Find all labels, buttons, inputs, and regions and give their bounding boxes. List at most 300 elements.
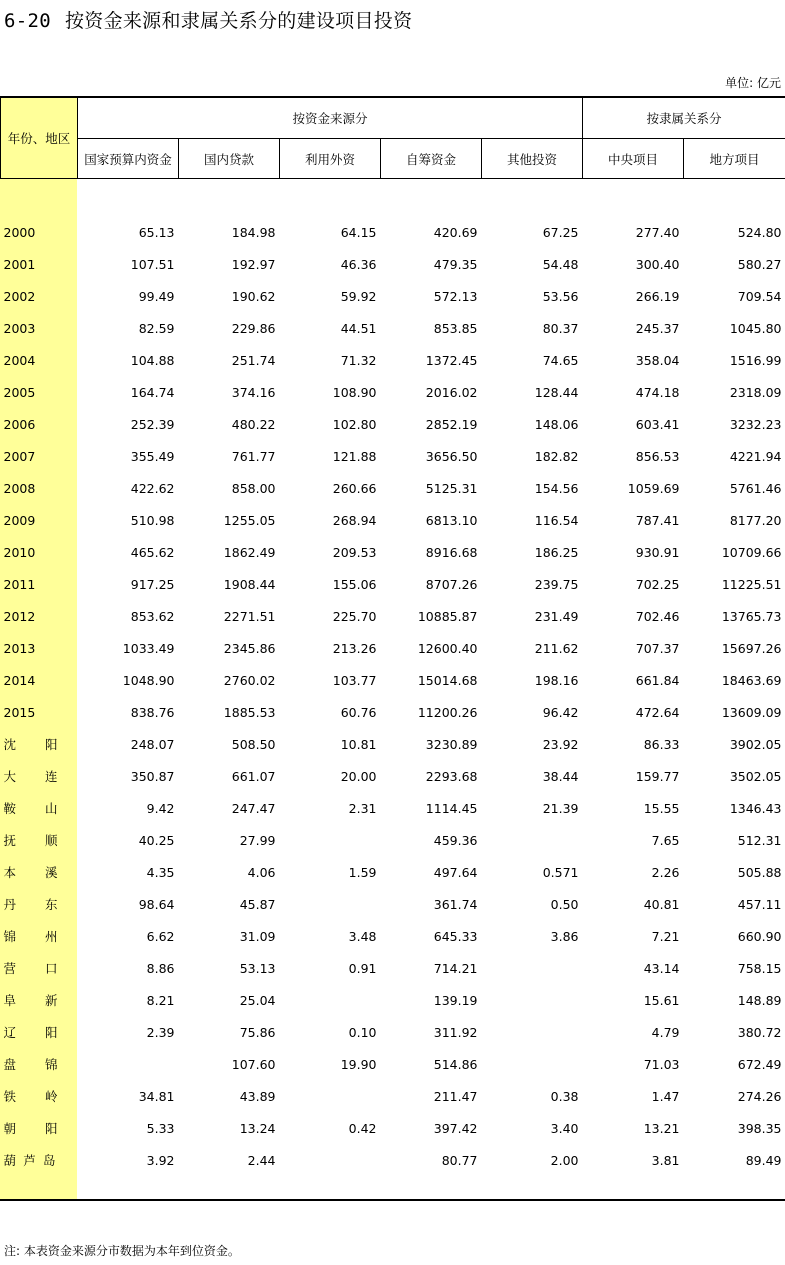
table-row — [1, 1048, 785, 1080]
row-label-char: 大 — [3, 769, 17, 784]
table-cell: 65.13 — [138, 224, 175, 240]
table-row — [1, 600, 785, 632]
table-cell: 155.06 — [332, 576, 377, 592]
table-cell — [280, 1080, 381, 1112]
row-label-char: 沈 — [3, 737, 17, 752]
table-cell: 128.44 — [534, 384, 579, 400]
table-cell: 211.47 — [433, 1088, 478, 1104]
table-cell: 1255.05 — [223, 512, 276, 528]
table-cell: 6813.10 — [425, 512, 478, 528]
table-cell: 12600.40 — [417, 640, 478, 656]
table-cell: 19.90 — [340, 1056, 377, 1072]
row-label-char: 东 — [44, 897, 58, 912]
table-cell: 472.64 — [635, 704, 680, 720]
table-cell: 15.55 — [643, 800, 680, 816]
table-cell: 510.98 — [130, 512, 175, 528]
table-cell: 1048.90 — [122, 672, 175, 688]
table-row — [1, 248, 785, 280]
table-cell: 10885.87 — [417, 608, 478, 624]
table-cell — [280, 824, 381, 856]
table-cell: 107.51 — [130, 256, 175, 272]
table-cell: 252.39 — [130, 416, 175, 432]
table-cell: 213.26 — [332, 640, 377, 656]
group-header-affiliation: 按隶属关系分 — [583, 97, 785, 139]
table-cell: 1372.45 — [425, 352, 478, 368]
table-cell: 53.56 — [542, 288, 579, 304]
table-cell — [482, 824, 583, 856]
col-header: 利用外资 — [280, 139, 381, 179]
table-row — [1, 1016, 785, 1048]
row-label-char: 锦 — [3, 929, 17, 944]
table-cell: 2.26 — [651, 864, 680, 880]
row-label: 2000 — [3, 224, 36, 240]
row-label-char: 新 — [44, 993, 58, 1008]
table-cell: 661.84 — [635, 672, 680, 688]
table-cell: 660.90 — [737, 928, 782, 944]
row-label — [1, 1048, 78, 1080]
table-cell: 479.35 — [433, 256, 478, 272]
table-cell: 512.31 — [737, 832, 782, 848]
table-cell: 60.76 — [340, 704, 377, 720]
table-cell: 1.59 — [348, 864, 377, 880]
row-label: 2014 — [3, 672, 36, 688]
table-row — [1, 216, 785, 248]
table-cell — [280, 888, 381, 920]
table-cell: 0.42 — [348, 1120, 377, 1136]
table-title: 按资金来源和隶属关系分的建设项目投资 — [64, 10, 413, 32]
table-cell: 25.04 — [239, 992, 276, 1008]
table-number: 6-20 — [4, 10, 51, 32]
table-cell: 2016.02 — [425, 384, 478, 400]
table-cell: 480.22 — [231, 416, 276, 432]
table-cell: 3.92 — [146, 1152, 175, 1168]
row-label-char: 本 — [3, 865, 17, 880]
table-cell: 702.46 — [635, 608, 680, 624]
table-cell: 311.92 — [433, 1024, 478, 1040]
row-label — [1, 792, 78, 824]
table-row — [1, 408, 785, 440]
table-cell: 10709.66 — [721, 544, 782, 560]
table-cell: 761.77 — [231, 448, 276, 464]
table-cell: 108.90 — [332, 384, 377, 400]
table-cell: 10.81 — [340, 736, 377, 752]
table-row — [1, 280, 785, 312]
table-cell: 13.21 — [643, 1120, 680, 1136]
row-label: 2011 — [3, 576, 36, 592]
table-row — [1, 472, 785, 504]
table-row — [1, 504, 785, 536]
row-label — [1, 1112, 78, 1144]
unit-label: 单位: 亿元 — [725, 76, 781, 90]
table-cell: 23.92 — [542, 736, 579, 752]
row-label: 2007 — [3, 448, 36, 464]
table-cell: 11200.26 — [417, 704, 478, 720]
table-cell: 186.25 — [534, 544, 579, 560]
row-label — [1, 1016, 78, 1048]
table-cell: 853.62 — [130, 608, 175, 624]
table-cell: 209.53 — [332, 544, 377, 560]
table-cell: 139.19 — [433, 992, 478, 1008]
table-cell: 54.48 — [542, 256, 579, 272]
table-cell: 397.42 — [433, 1120, 478, 1136]
table-cell — [280, 1144, 381, 1176]
row-label — [1, 920, 78, 952]
table-cell: 355.49 — [130, 448, 175, 464]
investment-table — [0, 96, 785, 1176]
table-cell — [280, 984, 381, 1016]
table-cell: 274.26 — [737, 1088, 782, 1104]
table-cell: 2345.86 — [223, 640, 276, 656]
table-row — [1, 1080, 785, 1112]
footnote: 注: 本表资金来源分市数据为本年到位资金。 — [4, 1244, 240, 1258]
table-cell: 3.48 — [348, 928, 377, 944]
table-cell: 67.25 — [542, 224, 579, 240]
row-label-char: 岭 — [44, 1089, 58, 1104]
table-cell: 164.74 — [130, 384, 175, 400]
table-row — [1, 792, 785, 824]
table-cell: 102.80 — [332, 416, 377, 432]
row-label: 2008 — [3, 480, 36, 496]
table-cell: 380.72 — [737, 1024, 782, 1040]
table-cell — [482, 984, 583, 1016]
table-cell: 107.60 — [231, 1056, 276, 1072]
table-cell: 40.81 — [643, 896, 680, 912]
table-cell: 89.49 — [745, 1152, 782, 1168]
table-cell: 80.37 — [542, 320, 579, 336]
table-cell: 4.79 — [651, 1024, 680, 1040]
table-cell: 2293.68 — [425, 768, 478, 784]
table-row — [1, 1144, 785, 1176]
table-cell: 277.40 — [635, 224, 680, 240]
table-cell: 59.92 — [340, 288, 377, 304]
col-header: 地方项目 — [684, 139, 785, 179]
table-cell: 266.19 — [635, 288, 680, 304]
table-cell: 245.37 — [635, 320, 680, 336]
table-row — [1, 632, 785, 664]
row-label-char: 锦 — [44, 1057, 58, 1072]
table-row — [1, 440, 785, 472]
row-label — [1, 952, 78, 984]
row-label: 2005 — [3, 384, 36, 400]
table-cell: 211.62 — [534, 640, 579, 656]
row-label-char: 营 — [3, 961, 17, 976]
table-cell: 21.39 — [542, 800, 579, 816]
row-label-char: 顺 — [44, 833, 58, 848]
table-cell: 514.86 — [433, 1056, 478, 1072]
table-cell: 8.86 — [146, 960, 175, 976]
table-cell: 787.41 — [635, 512, 680, 528]
table-cell: 1114.45 — [425, 800, 478, 816]
table-cell: 917.25 — [130, 576, 175, 592]
row-label — [1, 888, 78, 920]
table-cell: 465.62 — [130, 544, 175, 560]
row-label-char: 葫 — [3, 1153, 17, 1168]
table-row — [1, 664, 785, 696]
table-cell: 1059.69 — [627, 480, 680, 496]
table-cell: 43.14 — [643, 960, 680, 976]
table-cell: 1033.49 — [122, 640, 175, 656]
table-cell: 661.07 — [231, 768, 276, 784]
table-cell: 248.07 — [130, 736, 175, 752]
table-cell: 1.47 — [651, 1088, 680, 1104]
table-cell: 15697.26 — [721, 640, 782, 656]
table-cell: 231.49 — [534, 608, 579, 624]
table-cell: 18463.69 — [721, 672, 782, 688]
table-row — [1, 536, 785, 568]
table-cell: 80.77 — [441, 1152, 478, 1168]
table-body — [1, 179, 785, 1177]
table-cell: 457.11 — [737, 896, 782, 912]
table-cell: 46.36 — [340, 256, 377, 272]
table-cell: 645.33 — [433, 928, 478, 944]
row-label: 2006 — [3, 416, 36, 432]
row-label: 2002 — [3, 288, 36, 304]
table-cell: 7.21 — [651, 928, 680, 944]
row-label-char: 山 — [44, 801, 58, 816]
table-cell: 853.85 — [433, 320, 478, 336]
table-row — [1, 1112, 785, 1144]
table-cell: 64.15 — [340, 224, 377, 240]
table-cell: 707.37 — [635, 640, 680, 656]
table-cell: 5.33 — [146, 1120, 175, 1136]
table-cell: 838.76 — [130, 704, 175, 720]
table-cell: 148.06 — [534, 416, 579, 432]
col-header: 国家预算内资金 — [78, 139, 179, 179]
table-cell: 3902.05 — [729, 736, 782, 752]
col-header: 自筹资金 — [381, 139, 482, 179]
table-cell: 672.49 — [737, 1056, 782, 1072]
table-cell: 198.16 — [534, 672, 579, 688]
table-cell: 459.36 — [433, 832, 478, 848]
row-label: 2003 — [3, 320, 36, 336]
table-cell: 505.88 — [737, 864, 782, 880]
table-cell: 45.87 — [239, 896, 276, 912]
table-bottom-rule — [0, 1199, 785, 1201]
row-label-char: 阳 — [44, 737, 58, 752]
table-cell: 82.59 — [138, 320, 175, 336]
table-row — [1, 376, 785, 408]
row-label-char: 芦 — [23, 1153, 36, 1168]
table-cell: 508.50 — [231, 736, 276, 752]
table-cell: 4.35 — [146, 864, 175, 880]
table-cell: 260.66 — [332, 480, 377, 496]
row-label: 2012 — [3, 608, 36, 624]
stub-header: 年份、地区 — [1, 97, 78, 179]
table-cell: 2760.02 — [223, 672, 276, 688]
table-cell: 358.04 — [635, 352, 680, 368]
table-cell: 603.41 — [635, 416, 680, 432]
table-cell: 38.44 — [542, 768, 579, 784]
row-label-char: 鞍 — [3, 801, 17, 816]
table-cell: 7.65 — [651, 832, 680, 848]
table-cell — [482, 1016, 583, 1048]
row-label — [1, 1080, 78, 1112]
row-label-char: 阜 — [3, 993, 17, 1008]
table-cell: 4221.94 — [729, 448, 782, 464]
table-cell: 3502.05 — [729, 768, 782, 784]
row-label-char: 铁 — [3, 1089, 17, 1104]
table-row — [1, 888, 785, 920]
table-cell: 3.86 — [550, 928, 579, 944]
table-cell: 930.91 — [635, 544, 680, 560]
table-cell: 2.00 — [550, 1152, 579, 1168]
table-cell: 0.571 — [542, 864, 579, 880]
table-row — [1, 760, 785, 792]
table-cell: 2.44 — [247, 1152, 276, 1168]
table-cell: 300.40 — [635, 256, 680, 272]
table-row — [1, 344, 785, 376]
table-cell: 13609.09 — [721, 704, 782, 720]
col-header: 其他投资 — [482, 139, 583, 179]
table-cell: 43.89 — [239, 1088, 276, 1104]
table-cell: 225.70 — [332, 608, 377, 624]
group-header-funding-source: 按资金来源分 — [78, 97, 583, 139]
table-cell: 709.54 — [737, 288, 782, 304]
row-label: 2009 — [3, 512, 36, 528]
table-cell: 148.89 — [737, 992, 782, 1008]
table-cell: 758.15 — [737, 960, 782, 976]
table-cell: 184.98 — [231, 224, 276, 240]
table-cell: 192.97 — [231, 256, 276, 272]
row-label — [1, 856, 78, 888]
table-cell — [482, 1048, 583, 1080]
table-cell: 1346.43 — [729, 800, 782, 816]
table-cell: 3.81 — [651, 1152, 680, 1168]
table-cell: 2.31 — [348, 800, 377, 816]
col-header: 国内贷款 — [179, 139, 280, 179]
table-cell: 13765.73 — [721, 608, 782, 624]
table-cell: 4.06 — [247, 864, 276, 880]
table-cell: 15.61 — [643, 992, 680, 1008]
table-cell: 53.13 — [239, 960, 276, 976]
table-cell: 268.94 — [332, 512, 377, 528]
table-cell: 2271.51 — [223, 608, 276, 624]
table-row — [1, 728, 785, 760]
table-cell — [482, 952, 583, 984]
table-cell: 2852.19 — [425, 416, 478, 432]
table-cell: 580.27 — [737, 256, 782, 272]
row-label-char: 丹 — [3, 897, 17, 912]
table-cell: 0.10 — [348, 1024, 377, 1040]
table-cell: 524.80 — [737, 224, 782, 240]
table-cell: 251.74 — [231, 352, 276, 368]
table-cell: 474.18 — [635, 384, 680, 400]
row-label-char: 阳 — [44, 1025, 58, 1040]
table-cell: 0.50 — [550, 896, 579, 912]
row-label — [1, 984, 78, 1016]
table-row — [1, 312, 785, 344]
row-label — [1, 824, 78, 856]
table-cell: 1045.80 — [729, 320, 782, 336]
table-cell: 5125.31 — [425, 480, 478, 496]
table-cell: 3656.50 — [425, 448, 478, 464]
table-cell: 8707.26 — [425, 576, 478, 592]
row-label-char: 连 — [44, 769, 58, 784]
row-label: 2001 — [3, 256, 36, 272]
table-cell: 98.64 — [138, 896, 175, 912]
table-cell: 154.56 — [534, 480, 579, 496]
row-label-char: 州 — [44, 929, 58, 944]
table-cell: 239.75 — [534, 576, 579, 592]
table-cell: 8177.20 — [729, 512, 782, 528]
row-label-char: 阳 — [44, 1121, 58, 1136]
table-cell: 1862.49 — [223, 544, 276, 560]
table-cell: 11225.51 — [721, 576, 782, 592]
table-cell: 99.49 — [138, 288, 175, 304]
table-cell: 1516.99 — [729, 352, 782, 368]
table-cell: 182.82 — [534, 448, 579, 464]
row-label — [1, 728, 78, 760]
table-cell: 74.65 — [542, 352, 579, 368]
table-cell: 1885.53 — [223, 704, 276, 720]
table-cell: 20.00 — [340, 768, 377, 784]
table-cell: 121.88 — [332, 448, 377, 464]
table-cell: 103.77 — [332, 672, 377, 688]
table-cell: 247.47 — [231, 800, 276, 816]
table-cell: 572.13 — [433, 288, 478, 304]
table-cell: 856.53 — [635, 448, 680, 464]
col-header: 中央项目 — [583, 139, 684, 179]
table-cell: 86.33 — [643, 736, 680, 752]
table-row — [1, 696, 785, 728]
row-label-char: 朝 — [3, 1121, 17, 1136]
table-row — [1, 952, 785, 984]
row-label: 2010 — [3, 544, 36, 560]
table-cell: 3230.89 — [425, 736, 478, 752]
table-cell: 8.21 — [146, 992, 175, 1008]
row-label: 2004 — [3, 352, 36, 368]
table-cell: 229.86 — [231, 320, 276, 336]
table-cell: 96.42 — [542, 704, 579, 720]
table-cell: 858.00 — [231, 480, 276, 496]
table-cell: 0.38 — [550, 1088, 579, 1104]
table-cell: 71.03 — [643, 1056, 680, 1072]
table-cell: 71.32 — [340, 352, 377, 368]
table-cell: 2318.09 — [729, 384, 782, 400]
table-cell: 5761.46 — [729, 480, 782, 496]
row-label: 2015 — [3, 704, 36, 720]
table-cell: 374.16 — [231, 384, 276, 400]
table-cell: 422.62 — [130, 480, 175, 496]
table-cell: 13.24 — [239, 1120, 276, 1136]
table-cell: 190.62 — [231, 288, 276, 304]
row-label-char: 抚 — [3, 833, 17, 848]
table-cell: 0.91 — [348, 960, 377, 976]
table-cell: 714.21 — [433, 960, 478, 976]
table-cell: 497.64 — [433, 864, 478, 880]
row-label — [1, 760, 78, 792]
table-row — [1, 856, 785, 888]
table-cell: 34.81 — [138, 1088, 175, 1104]
table-cell: 104.88 — [130, 352, 175, 368]
table-cell: 116.54 — [534, 512, 579, 528]
table-cell: 31.09 — [239, 928, 276, 944]
row-label-char: 口 — [44, 961, 58, 976]
table-cell: 40.25 — [138, 832, 175, 848]
table-cell: 361.74 — [433, 896, 478, 912]
table-cell: 420.69 — [433, 224, 478, 240]
page-title — [4, 6, 412, 33]
table-cell: 8916.68 — [425, 544, 478, 560]
table-row — [1, 568, 785, 600]
table-cell: 702.25 — [635, 576, 680, 592]
table-cell: 398.35 — [737, 1120, 782, 1136]
row-label-char: 岛 — [42, 1153, 56, 1168]
table-row — [1, 920, 785, 952]
table-cell: 15014.68 — [417, 672, 478, 688]
table-cell: 75.86 — [239, 1024, 276, 1040]
table-cell: 1908.44 — [223, 576, 276, 592]
